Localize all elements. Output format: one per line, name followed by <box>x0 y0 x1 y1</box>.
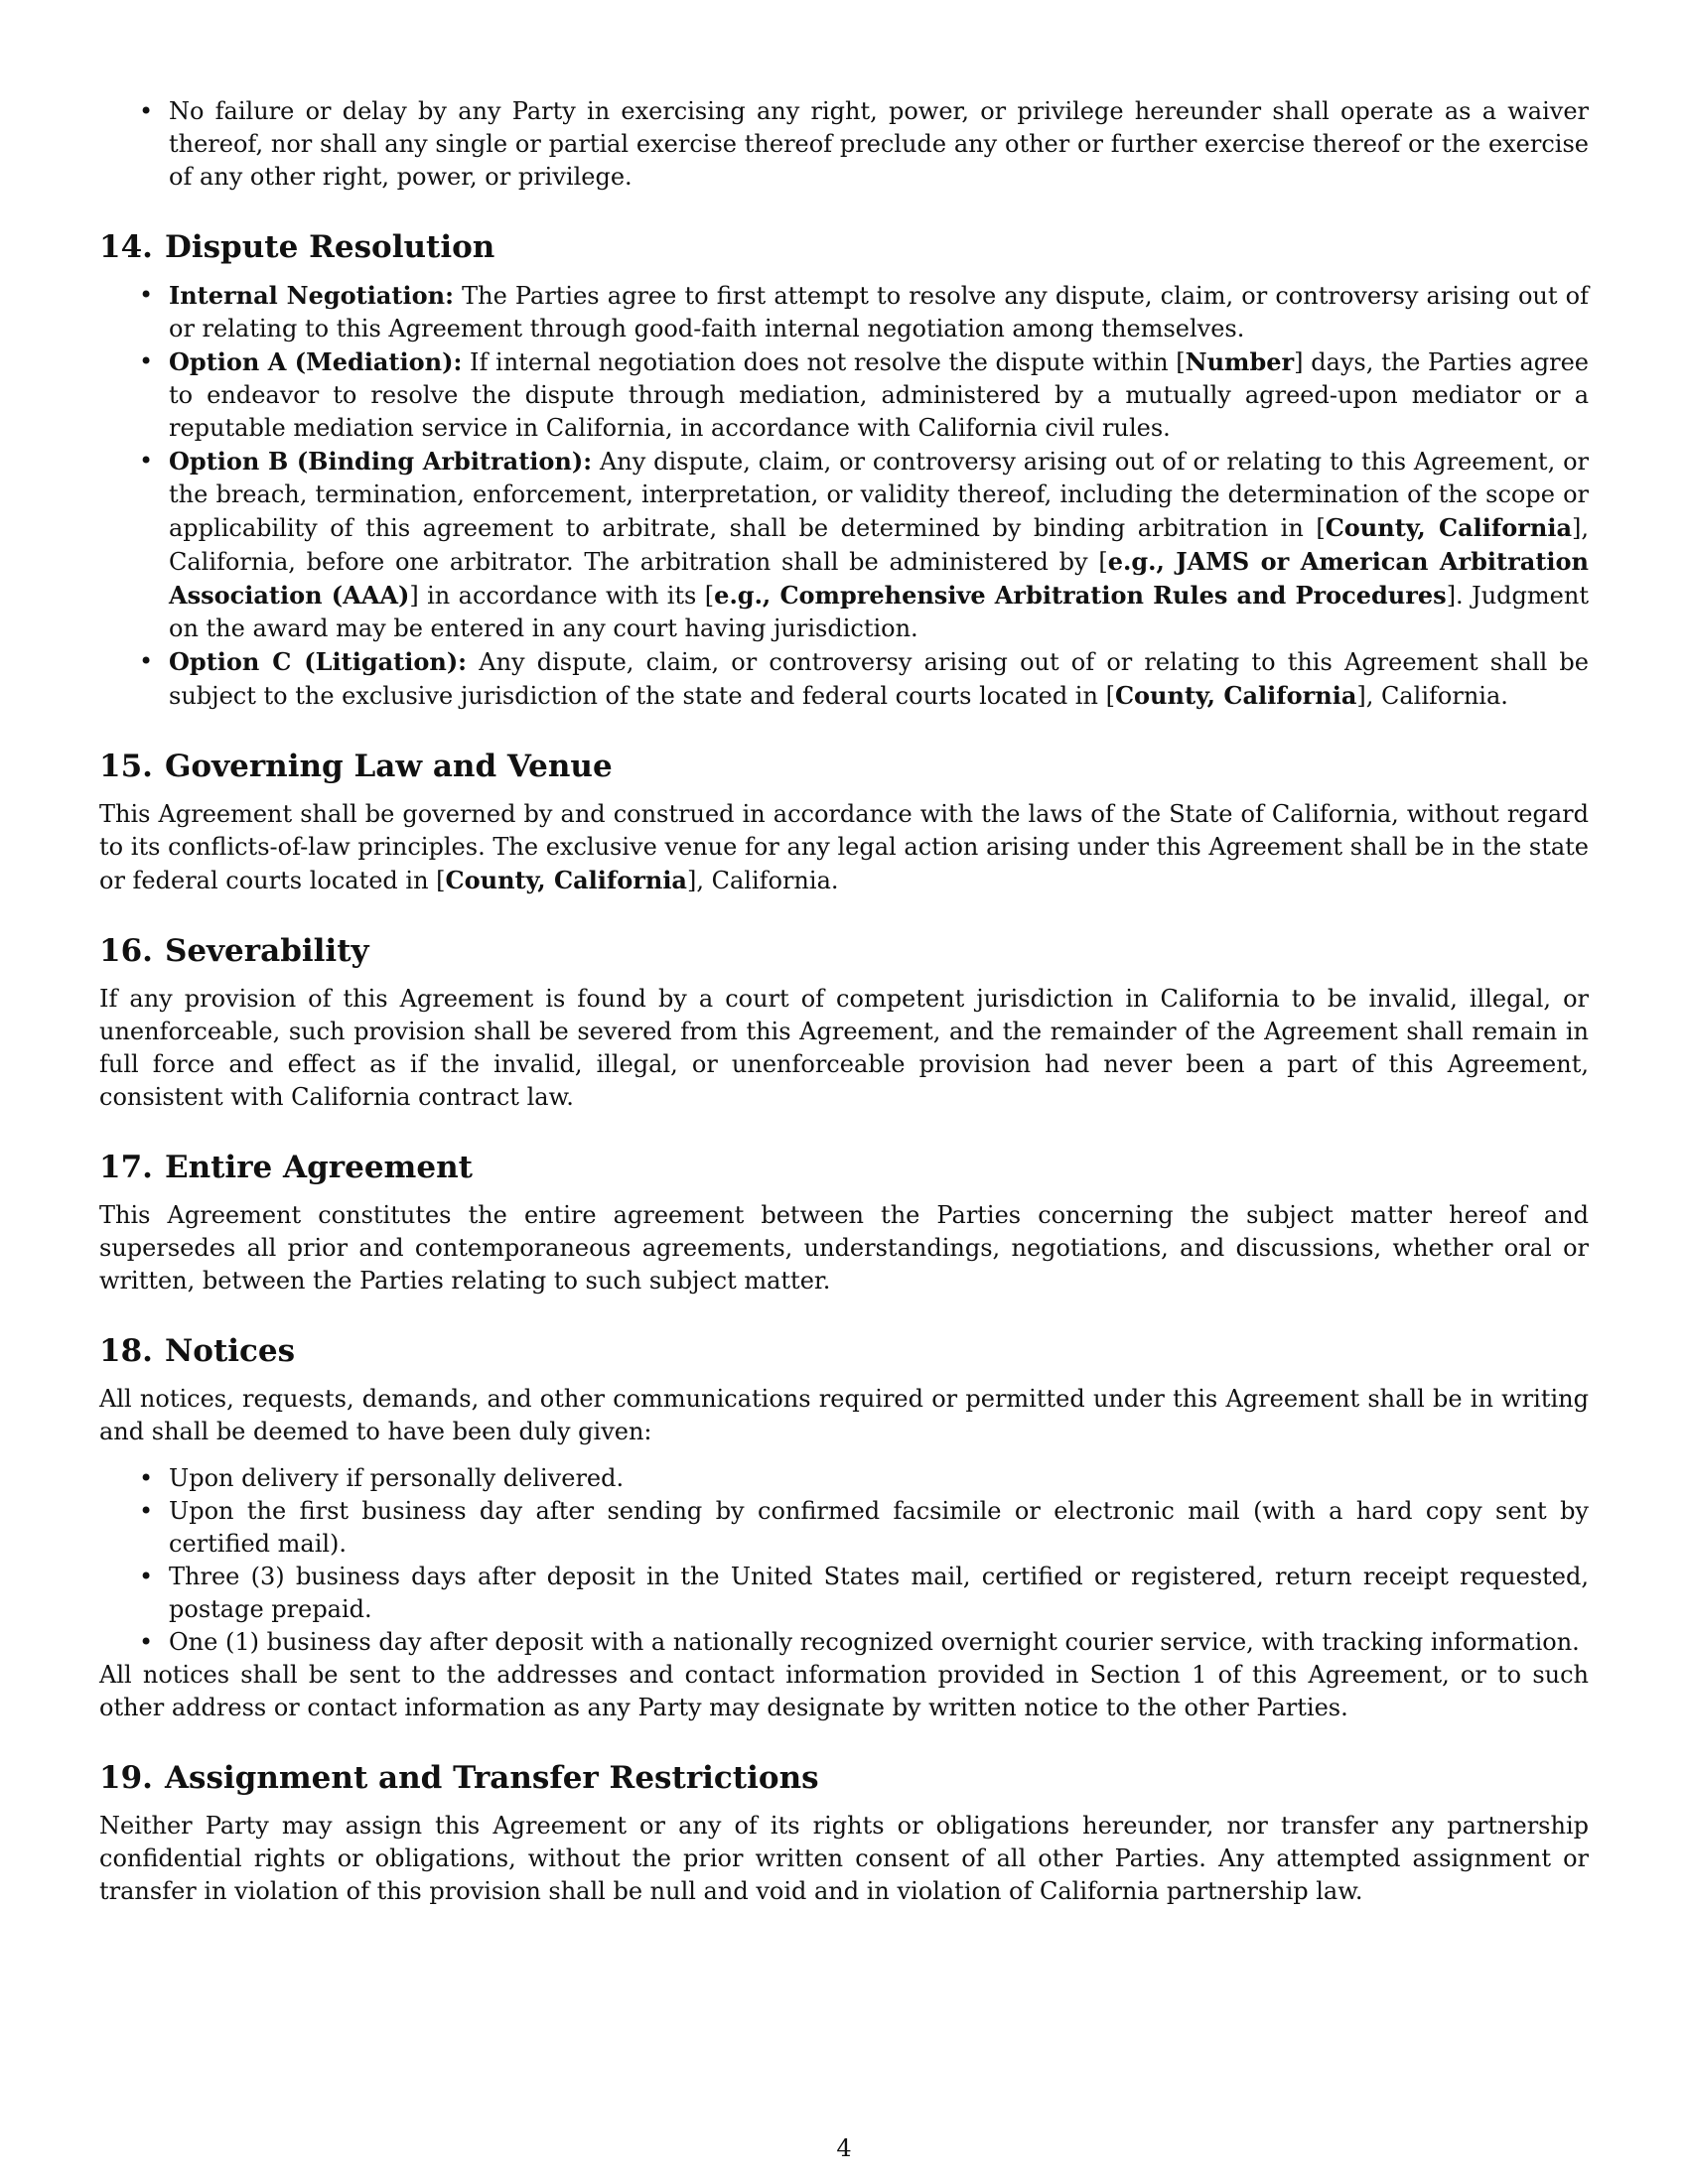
section-17-heading: 17. Entire Agreement <box>99 1150 473 1185</box>
waiver-list <box>99 95 1589 194</box>
list-item: • Upon delivery if personally delivered. <box>99 1462 1589 1495</box>
waiver-item: • No failure or delay by any Party in exercising any right, power, or privilege hereunder shall operate as a waiver thereof, nor shall any single or partial exercise thereof preclude any other or further exercise thereof or the exercise of any other right, power, or privilege. <box>99 95 1589 194</box>
internal-negotiation-item: • Internal Negotiation: The Parties agree to first attempt to resolve any dispute, claim, or controversy arising out of or relating to this Agreement through good-faith internal negotiation among themselves. <box>99 279 1589 345</box>
option-a-item: • Option A (Mediation): If internal negotiation does not resolve the dispute within [Number] days, the Parties agree to endeavor to resolve the dispute through mediation, administered by a mutually agreed-upon mediator or a reputable mediation service in California, in accordance with California civil rules. <box>99 345 1589 445</box>
document-page <box>99 95 1589 1922</box>
list-item: • Three (3) business days after deposit in the United States mail, certified or registered, return receipt requested, postage prepaid. <box>99 1561 1589 1626</box>
notices-intro-paragraph: All notices, requests, demands, and other communications required or permitted under this Agreement shall be in writing and shall be deemed to have been duly given: <box>99 1385 1589 1445</box>
severability-paragraph: If any provision of this Agreement is found by a court of competent jurisdiction in California to be invalid, illegal, or unenforceable, such provision shall be severed from this Agreement, and the remainder of the Agreement shall remain in full force and effect as if the invalid, illegal, or unenforceable provision had never been a part of this Agreement, consistent with California contract law. <box>99 985 1589 1111</box>
assignment-paragraph: Neither Party may assign this Agreement or any of its rights or obligations hereunder, nor transfer any partnership confidential rights or obligations, without the prior written consent of all other Parties. Any attempted assignment or transfer in violation of this provision shall be null and void and in violation of California partnership law. <box>99 1812 1589 1905</box>
section-14-heading: 14. Dispute Resolution <box>99 229 495 265</box>
option-b-item: • Option B (Binding Arbitration): Any dispute, claim, or controversy arising out of or relating to this Agreement, or the breach, termination, enforcement, interpretation, or validity thereof, including the determination of the scope or applicability of this agreement to arbitrate, shall be determined by binding arbitration in [County, California], California, before one arbitrator. The arbitration shall be administered by [e.g., JAMS or American Arbitration Association (AAA)] in accordance with its [e.g., Comprehensive Arbitration Rules and Procedures]. Judgment on the award may be entered in any court having jurisdiction. <box>99 445 1589 645</box>
option-c-item: • Option C (Litigation): Any dispute, claim, or controversy arising out of or relating to this Agreement shall be subject to the exclusive jurisdiction of the state and federal courts located in [County, California], California. <box>99 645 1589 713</box>
section-16-heading: 16. Severability <box>99 933 369 969</box>
notices-outro-paragraph: All notices shall be sent to the addresses and contact information provided in Section 1 of this Agreement, or to such other address or contact information as any Party may designate by written notice to the other Parties. <box>99 1661 1589 1721</box>
dispute-resolution-list <box>99 279 1589 713</box>
section-18-heading: 18. Notices <box>99 1333 296 1369</box>
section-15-heading: 15. Governing Law and Venue <box>99 749 613 784</box>
page-number: 4 <box>836 2134 852 2162</box>
governing-law-paragraph: This Agreement shall be governed by and construed in accordance with the laws of the State of California, without regard to its conflicts-of-law principles. The exclusive venue for any legal action arising under this Agreement shall be in the state or federal courts located in [County, California], California. <box>99 800 1589 894</box>
list-item: • One (1) business day after deposit with a nationally recognized overnight courier service, with tracking information. <box>99 1626 1589 1659</box>
entire-agreement-paragraph: This Agreement constitutes the entire agreement between the Parties concerning the subject matter hereof and supersedes all prior and contemporaneous agreements, understandings, negotiations, and discussions, whether oral or written, between the Parties relating to such subject matter. <box>99 1201 1589 1295</box>
section-19-heading: 19. Assignment and Transfer Restrictions <box>99 1760 819 1796</box>
list-item: • Upon the first business day after sending by confirmed facsimile or electronic mail (with a hard copy sent by certified mail). <box>99 1495 1589 1561</box>
notices-list <box>99 1462 1589 1659</box>
